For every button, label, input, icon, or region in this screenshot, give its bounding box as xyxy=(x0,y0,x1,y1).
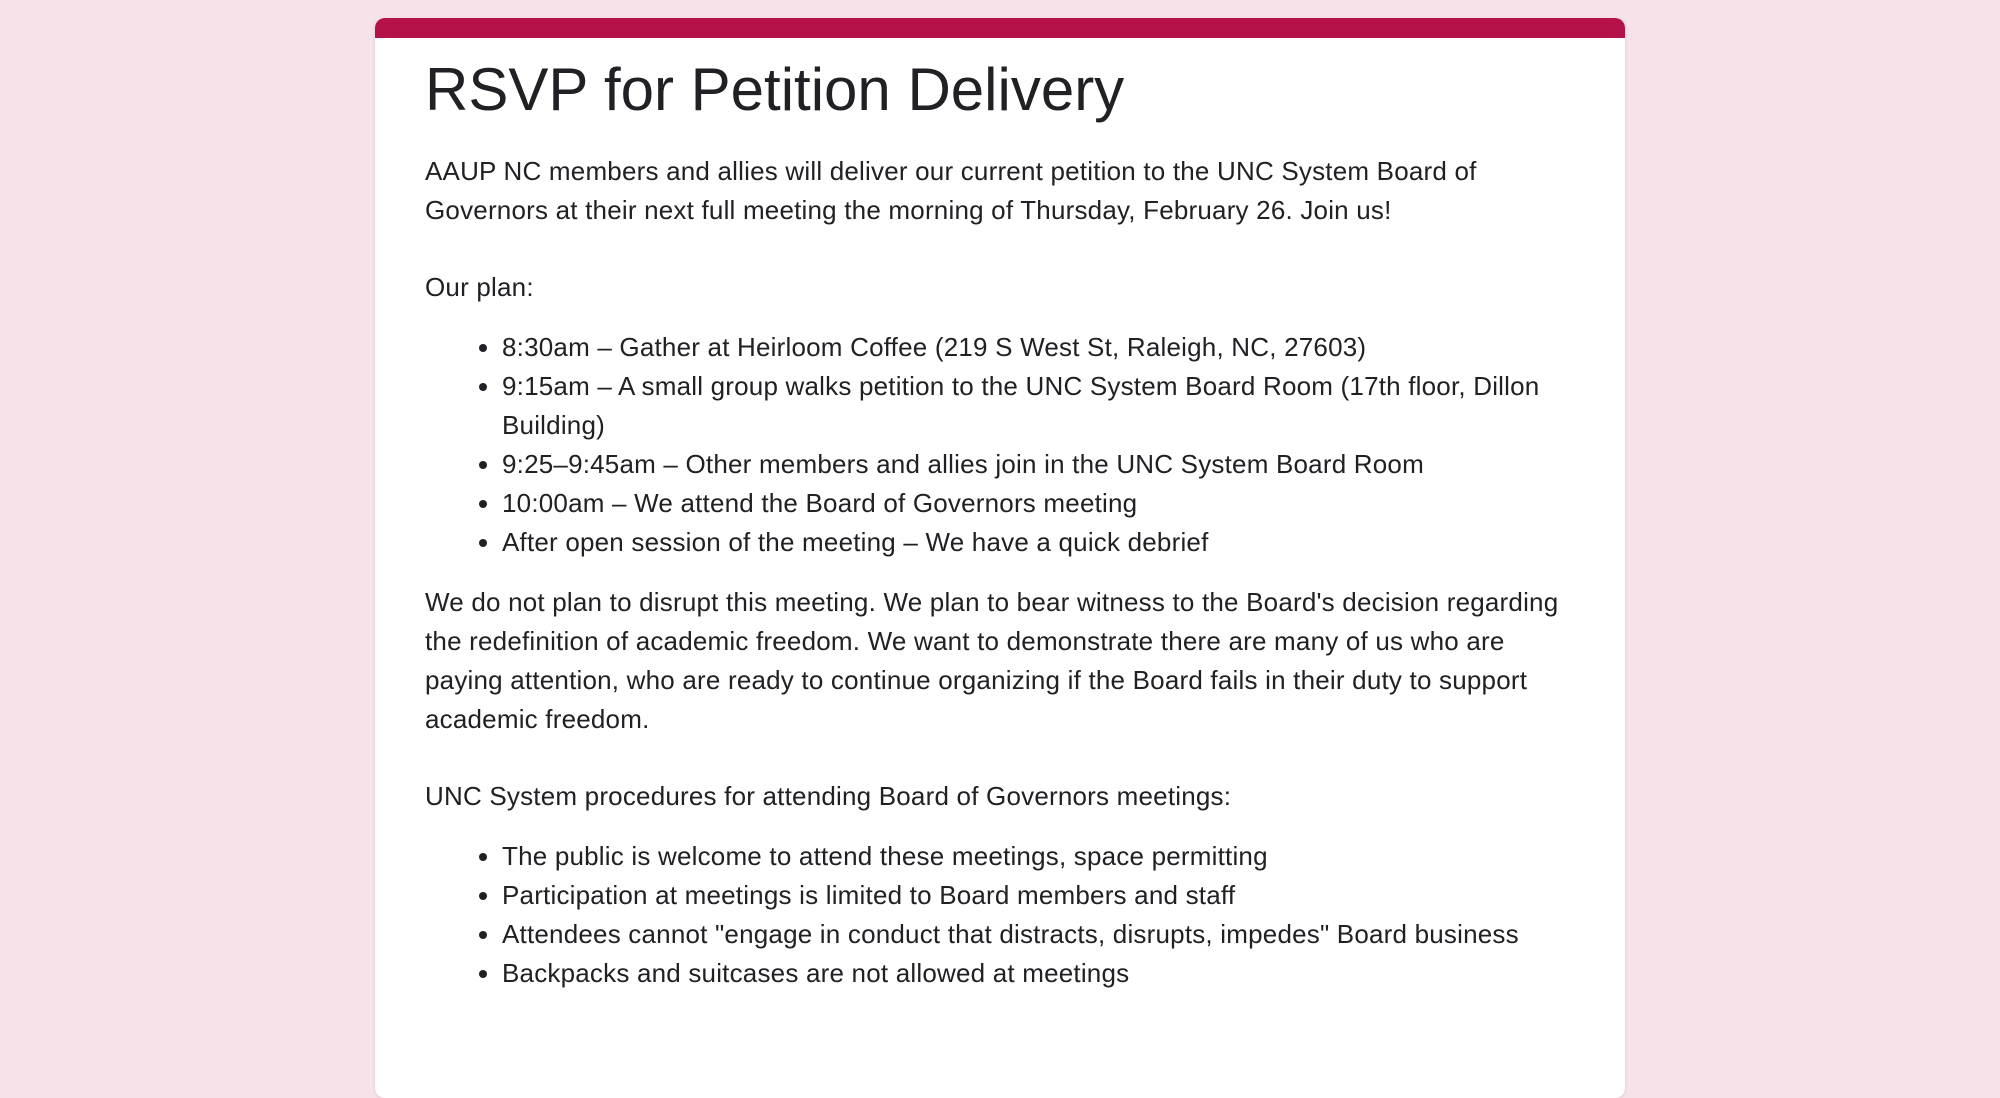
procedure-item: • Participation at meetings is limited to Board members and staff xyxy=(502,876,1575,915)
procedures-list xyxy=(425,837,1575,993)
paragraph-gap xyxy=(425,230,1575,268)
procedure-item: • The public is welcome to attend these meetings, space permitting xyxy=(502,837,1575,876)
paragraph-gap xyxy=(425,739,1575,777)
plan-heading: Our plan: xyxy=(425,272,534,302)
form-header-body xyxy=(375,38,1625,993)
procedures-heading: UNC System procedures for attending Board of Governors meetings: xyxy=(425,781,1232,811)
form-header-card xyxy=(375,18,1625,1098)
form-description xyxy=(425,152,1575,993)
plan-list xyxy=(425,328,1575,562)
plan-item: • 9:25–9:45am – Other members and allies join in the UNC System Board Room xyxy=(502,445,1575,484)
procedure-item: • Attendees cannot "engage in conduct that distracts, disrupts, impedes" Board business xyxy=(502,915,1575,954)
procedure-item: • Backpacks and suitcases are not allowed at meetings xyxy=(502,954,1575,993)
intro-paragraph: AAUP NC members and allies will deliver our current petition to the UNC System Board of Governors at their next full meeting the morning of Thursday, February 26. Join us! xyxy=(425,156,1477,225)
plan-item: • 10:00am – We attend the Board of Governors meeting xyxy=(502,484,1575,523)
form-accent-bar xyxy=(375,18,1625,38)
plan-item: • After open session of the meeting – We have a quick debrief xyxy=(502,523,1575,562)
form-title: RSVP for Petition Delivery xyxy=(425,56,1125,123)
plan-item: • 8:30am – Gather at Heirloom Coffee (219 S West St, Raleigh, NC, 27603) xyxy=(502,328,1575,367)
plan-item: • 9:15am – A small group walks petition to the UNC System Board Room (17th floor, Dillon Building) xyxy=(502,367,1575,445)
statement-paragraph: We do not plan to disrupt this meeting. We plan to bear witness to the Board's decision regarding the redefinition of academic freedom. We want to demonstrate there are many of us who are paying attention, who are ready to continue organizing if the Board fails in their duty to support academic freedom. xyxy=(425,587,1559,734)
